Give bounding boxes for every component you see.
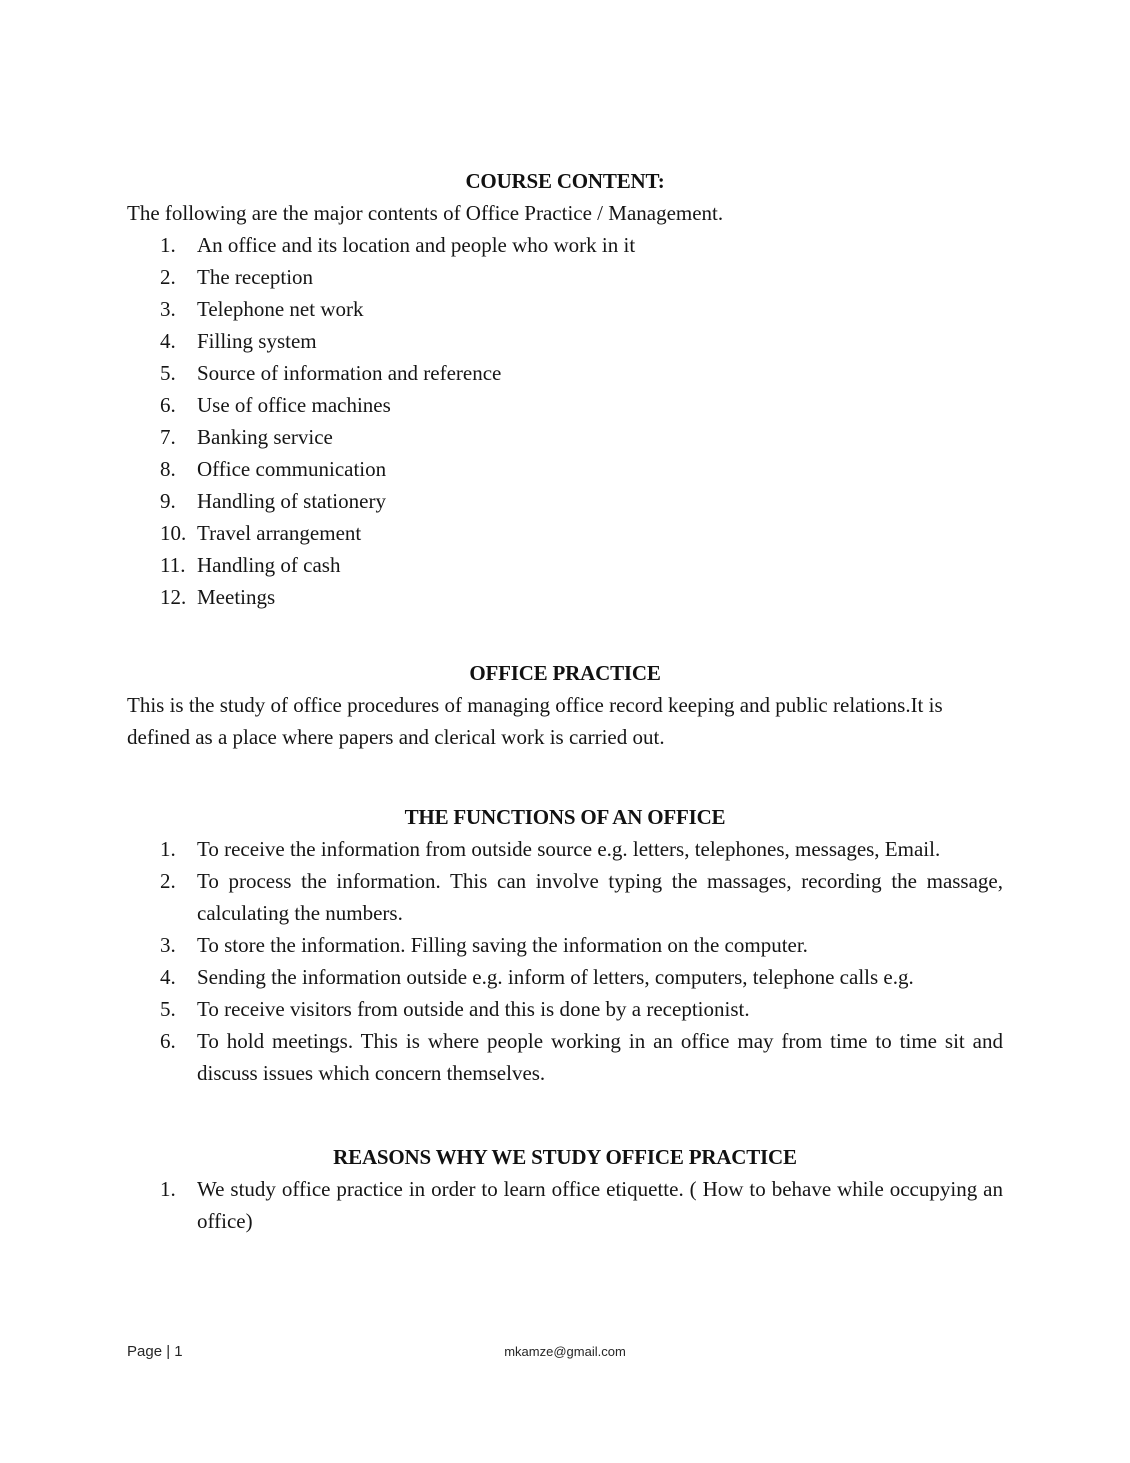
list-item: Banking service (197, 425, 333, 449)
functions-list (127, 833, 1003, 1089)
list-item: To receive the information from outside source e.g. letters, telephones, messages, Email. (197, 837, 941, 861)
list-item: Telephone net work (197, 297, 364, 321)
list-item: To store the information. Filling saving the information on the computer. (197, 933, 808, 957)
reasons-heading: REASONS WHY WE STUDY OFFICE PRACTICE (333, 1145, 797, 1169)
list-item: Meetings (197, 585, 276, 609)
list-item: To hold meetings. This is where people working in an office may from time to time sit and discuss issues which concern themselves. (197, 1029, 1003, 1085)
footer-email: mkamze@gmail.com (504, 1344, 626, 1359)
list-item: Sending the information outside e.g. inform of letters, computers, telephone calls e.g. (197, 965, 914, 989)
list-item: Handling of cash (197, 553, 341, 577)
list-item: Filling system (197, 329, 317, 353)
page-footer (0, 1341, 1130, 1365)
list-item: An office and its location and people who work in it (197, 233, 636, 257)
page-number-label: Page | 1 (127, 1343, 183, 1360)
functions-heading: THE FUNCTIONS OF AN OFFICE (404, 805, 726, 829)
list-item: Source of information and reference (197, 361, 502, 385)
course-content-heading: COURSE CONTENT: (465, 169, 665, 193)
course-content-list (127, 229, 1003, 613)
list-item: To receive visitors from outside and this is done by a receptionist. (197, 997, 750, 1021)
list-item: We study office practice in order to learn office etiquette. ( How to behave while occupying an office) (197, 1177, 1003, 1233)
list-item: Handling of stationery (197, 489, 386, 513)
list-item: Travel arrangement (197, 521, 362, 545)
office-practice-paragraph: This is the study of office procedures of managing office record keeping and public relations.It is defined as a place where papers and clerical work is carried out. (127, 693, 943, 749)
list-item: To process the information. This can involve typing the massages, recording the massage, calculating the numbers. (197, 869, 1003, 925)
list-item: Use of office machines (197, 393, 391, 417)
list-item: The reception (197, 265, 314, 289)
reasons-list (127, 1173, 1003, 1237)
list-item: Office communication (197, 457, 387, 481)
course-content-intro: The following are the major contents of Office Practice / Management. (127, 201, 724, 225)
office-practice-heading: OFFICE PRACTICE (469, 661, 661, 685)
